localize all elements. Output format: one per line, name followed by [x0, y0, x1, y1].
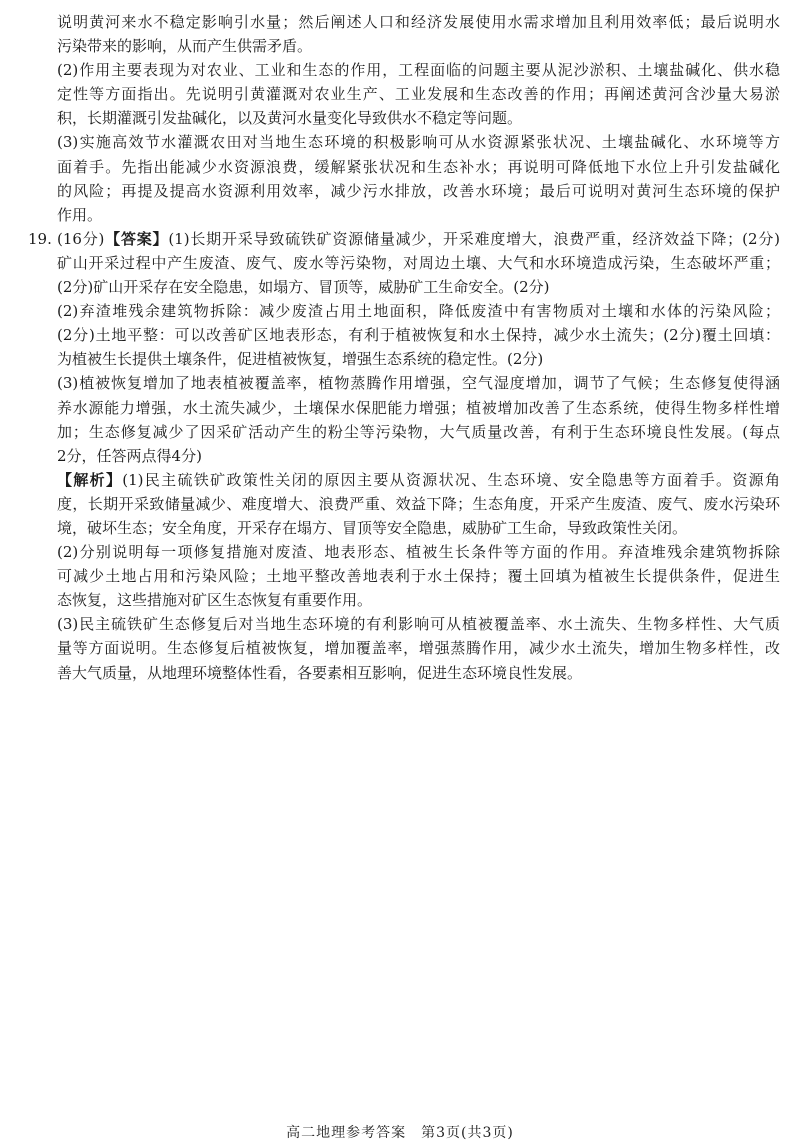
text-line [28, 540, 780, 564]
line-text: 定性等方面指出。先说明引黄灌溉对农业生产、工业发展和生态改善的作用；再阐述黄河含沙量大易淤 [57, 85, 780, 104]
line-text: 面着手。先指出能减少水资源浪费，缓解紧张状况和生态补水；再说明可降低地下水位上升引发盐碱化 [57, 157, 780, 176]
line-text: 污染带来的影响，从而产生供需矛盾。 [57, 37, 313, 56]
line-text: (2分)土地平整：可以改善矿区地表形态，有利于植被恢复和水土保持，减少水土流失；(2分)覆土回填： [57, 326, 780, 345]
text-line [28, 661, 780, 685]
line-text: 态恢复，这些措施对矿区生态恢复有重要作用。 [57, 591, 373, 610]
text-line [28, 155, 780, 179]
line-text: 可减少土地占用和污染风险；土地平整改善地表利于水土保持；覆土回填为植被生长提供条件，促进生 [57, 567, 780, 586]
text-line [28, 58, 780, 82]
line-text: 矿山开采过程中产生废渣、废气、废水等污染物，对周边土壤、大气和水环境造成污染，生态破坏严重； [57, 253, 780, 272]
text-line [28, 636, 780, 660]
line-text: 量等方面说明。生态修复后植被恢复，增加覆盖率，增强蒸腾作用，减少水土流失，增加生物多样性，改 [57, 639, 780, 658]
text-line [28, 323, 780, 347]
line-text: (3)植被恢复增加了地表植被覆盖率，植物蒸腾作用增强，空气湿度增加，调节了气候；生态修复使得涵 [57, 374, 780, 393]
line-text: (16分)【答案】(1)长期开采导致硫铁矿资源储量减少，开采难度增大，浪费严重，经济效益下降；(2分) [57, 229, 780, 248]
line-text: 的风险；再提及提高水资源利用效率，减少污水排放，改善水环境；最后可说明对黄河生态环境的保护 [57, 181, 780, 200]
text-line [28, 203, 780, 227]
question-number: 19. [28, 229, 52, 248]
text-line [28, 516, 780, 540]
line-text: 加；生态修复减少了因采矿活动产生的粉尘等污染物，大气质量改善，有利于生态环境良性发展。(每点 [57, 422, 780, 441]
line-text: (3)实施高效节水灌溉农田对当地生态环境的积极影响可从水资源紧张状况、土壤盐碱化、水环境等方 [57, 133, 780, 152]
line-text: 境，破坏生态；安全角度，开采存在塌方、冒顶等安全隐患，威胁矿工生命，导致政策性关闭。 [57, 518, 688, 537]
line-text: 说明黄河来水不稳定影响引水量；然后阐述人口和经济发展使用水需求增加且利用效率低；最后说明水 [57, 13, 780, 31]
text-line [28, 251, 780, 275]
text-line [28, 275, 780, 299]
line-text: 度，长期开采致储量减少、难度增大、浪费严重、效益下降；生态角度，开采产生废渣、废气、废水污染环 [57, 494, 780, 513]
text-line [28, 82, 780, 106]
section-tag: 【解析】 [57, 470, 123, 489]
text-line [28, 420, 780, 444]
text-line [28, 106, 780, 130]
text-line [28, 612, 780, 636]
text-line [28, 371, 780, 395]
text-line [28, 227, 780, 251]
line-text: (2)分别说明每一项修复措施对废渣、地表形态、植被生长条件等方面的作用。弃渣堆残余建筑物拆除 [57, 543, 780, 562]
text-line [28, 130, 780, 154]
line-text: 为植被生长提供土壤条件，促进植被恢复，增强生态系统的稳定性。(2分) [57, 350, 544, 369]
line-text: 【解析】(1)民主硫铁矿政策性关闭的原因主要从资源状况、生态环境、安全隐患等方面着手。资源角 [57, 470, 780, 489]
document-body [28, 10, 780, 685]
line-text: 善大气质量，从地理环境整体性看，各要素相互影响，促进生态环境良性发展。 [57, 663, 583, 682]
line-text: 作用。 [57, 205, 103, 224]
text-line [28, 347, 780, 371]
text-line [28, 468, 780, 492]
text-line [28, 396, 780, 420]
text-line [28, 492, 780, 516]
text-line [28, 588, 780, 612]
text-line [28, 34, 780, 58]
line-text: 养水源能力增强，水土流失减少，土壤保水保肥能力增强；植被增加改善了生态系统，使得生物多样性增 [57, 398, 780, 417]
line-text: 积，长期灌溉引发盐碱化，以及黄河水量变化导致供水不稳定等问题。 [57, 109, 523, 128]
text-line [28, 564, 780, 588]
text-line [28, 179, 780, 203]
line-text: (3)民主硫铁矿生态修复后对当地生态环境的有利影响可从植被覆盖率、水土流失、生物多样性、大气质 [57, 615, 780, 634]
text-line [28, 299, 780, 323]
text-line [28, 444, 780, 468]
page-footer: 高二地理参考答案 第3页(共3页) [286, 1125, 514, 1141]
text-line [28, 10, 780, 34]
line-text: 2分，任答两点得4分) [57, 446, 202, 465]
section-tag: 【答案】 [104, 229, 169, 248]
line-text: (2)弃渣堆残余建筑物拆除：减少废渣占用土地面积，降低废渣中有害物质对土壤和水体的污染风险； [57, 302, 780, 321]
line-text: (2)作用主要表现为对农业、工业和生态的作用，工程面临的问题主要从泥沙淤积、土壤盐碱化、供水稳 [57, 61, 780, 80]
line-text: (2分)矿山开采存在安全隐患，如塌方、冒顶等，威胁矿工生命安全。(2分) [57, 278, 550, 297]
